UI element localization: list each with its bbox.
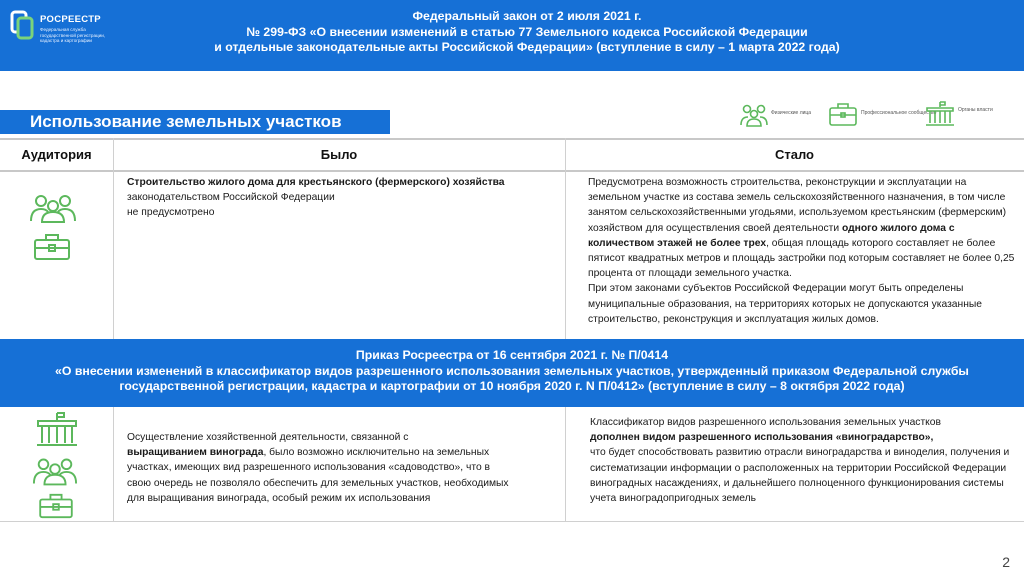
government-building-icon (36, 412, 78, 448)
row1-after-text (588, 175, 1020, 327)
row2-before-bold: выращиванием винограда (127, 447, 264, 459)
row1-after-bold: одного жилого дома с количеством этажей не более трех (588, 222, 955, 249)
row2-after-bold: дополнен видом разрешенного использования «виноградарство», (590, 432, 934, 444)
column-header-before: Было (320, 147, 358, 162)
law-title-line: Федеральный закон от 2 июля 2021 г. (412, 9, 642, 23)
briefcase-icon (828, 101, 858, 127)
briefcase-icon (33, 233, 71, 261)
row1-after-p1: Предусмотрена возможность строительства, реконструкции и эксплуатации на земельном участке из состава земель сельскохозяйственного назначения, в том числе занятом сельскохозяйственными угодьями, используемом крестьянским (фермерским) хозяйством для осуществления своей деятельности (588, 177, 1007, 234)
column-divider (113, 138, 114, 339)
row2-before-part: , было возможно исключительно на земельных участках, имеющих вид разрешенного использования «садоводство», что в свою очередь не позволяло обеспечить для земельных участков, необходимых для выращивания винограда, особый режим их использования (127, 447, 509, 504)
logo-name: РОСРЕЕСТР (40, 14, 101, 25)
people-icon (29, 193, 77, 223)
order-title-line: государственной регистрации, кадастра и картографии от 10 ноября 2020 г. N П/0412» (вступление в силу – 8 октября 2022 года) (119, 379, 905, 393)
order-title-line: «О внесении изменений в классификатор видов разрешенного использования земельных участков, утвержденный приказом Федеральной службы (55, 363, 969, 378)
legend-label: Профессиональное сообщество (861, 110, 937, 116)
row2-before-part: Осуществление хозяйственной деятельности, связанной с (127, 432, 409, 443)
column-divider (565, 407, 566, 522)
government-building-icon (925, 101, 955, 127)
column-divider (113, 407, 114, 522)
row2-after-part: что будет способствовать развитию отрасли виноградарства и виноделия, получения и систематизации информации о расположенных на территории Российской Федерации виноградных насаждениях, и дальнейшего полноценного функционирования системы учета виноградопригодных земель (590, 447, 1010, 505)
row1-after-p1-end: , общая площадь которого составляет не более пятисот квадратных метров и площадь застройки под которым составляет не более 0,25 процента от площади земельного участка. (588, 237, 1015, 280)
logo-subtitle: Федеральная служба государственной регистрации, кадастра и картографии (40, 27, 106, 44)
order-title-line: Приказ Росреестра от 16 сентября 2021 г. № П/0414 (355, 348, 669, 362)
row2-after-text (590, 415, 1010, 506)
column-header-audience: Аудитория (21, 147, 92, 162)
briefcase-icon (38, 493, 74, 519)
people-icon (738, 101, 770, 127)
row1-before-rest: законодательством Российской Федерации (127, 192, 335, 204)
section-title: Использование земельных участков (0, 110, 390, 134)
header-banner (0, 0, 1024, 71)
column-divider (565, 138, 566, 339)
order-banner (0, 339, 1024, 407)
table-rule (0, 138, 1024, 140)
law-title-line: № 299-ФЗ «О внесении изменений в статью 77 Земельного кодекса Российской Федерации (246, 24, 808, 39)
law-title (160, 9, 894, 56)
page-number: 2 (1002, 554, 1010, 570)
legend-label: Органы власти (958, 107, 993, 113)
row2-after-part: Классификатор видов разрешенного использования земельных участков (590, 417, 941, 428)
table-rule (0, 521, 1024, 522)
row1-after-p2: При этом законами субъектов Российской Федерации могут быть определены муниципальные образования, на территориях которых не допускаются указанные строительство, реконструкция и эксплуатация жилых домов. (588, 283, 983, 325)
row2-before-text (127, 430, 512, 506)
legend-label: Физические лица (771, 110, 812, 116)
people-icon (32, 456, 78, 486)
row1-before-bold: Строительство жилого дома для крестьянского (фермерского) хозяйства (127, 177, 505, 188)
rosreestr-logo (10, 8, 140, 58)
table-rule (0, 170, 1024, 172)
law-title-line: и отдельные законодательные акты Российской Федерации» (вступление в силу – 1 марта 2022 года) (214, 40, 840, 54)
row1-before-text (127, 175, 507, 221)
column-header-after: Стало (774, 147, 814, 162)
row1-before-rest: не предусмотрено (127, 207, 215, 219)
